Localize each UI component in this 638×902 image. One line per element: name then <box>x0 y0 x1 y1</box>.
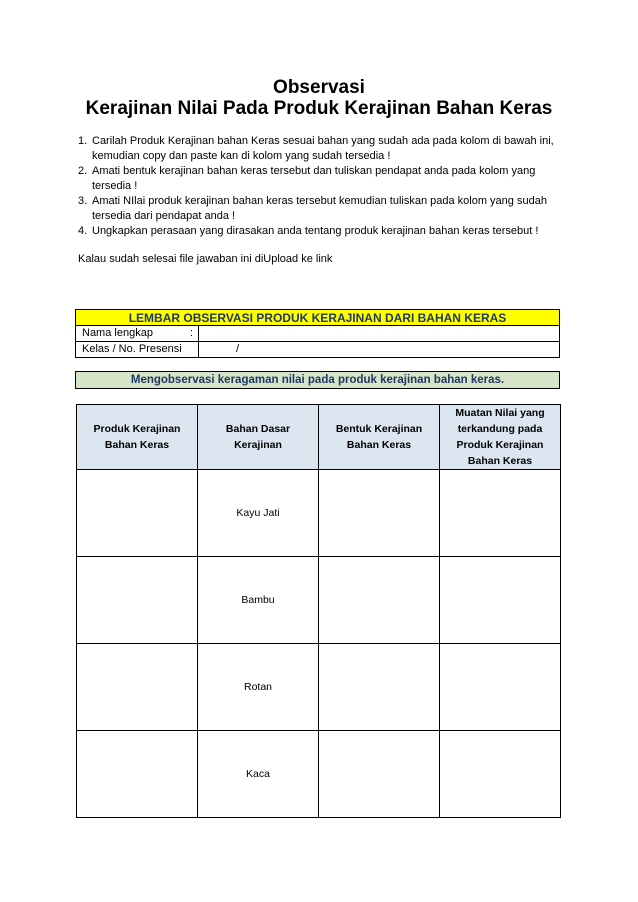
column-divider <box>198 326 199 341</box>
class-row <box>75 342 560 358</box>
form-cell[interactable] <box>319 470 440 557</box>
instruction-text: Ungkapkan perasaan yang dirasakan anda tentang produk kerajinan bahan keras tersebut ! <box>92 225 539 237</box>
value-cell[interactable] <box>440 731 561 818</box>
instruction-text: Amati bentuk kerajinan bahan keras tersebut dan tuliskan pendapat anda pada kolom yang tersedia ! <box>92 165 536 192</box>
instruction-item: 4. Ungkapkan perasaan yang dirasakan anda tentang produk kerajinan bahan keras tersebut ! <box>78 225 539 237</box>
product-cell[interactable] <box>77 557 198 644</box>
value-cell[interactable] <box>440 557 561 644</box>
product-cell[interactable] <box>77 731 198 818</box>
name-separator: : <box>190 327 194 339</box>
name-label: Nama lengkap <box>82 327 153 339</box>
table-row <box>77 557 561 644</box>
class-separator: / <box>236 343 240 355</box>
table-header-row <box>77 405 561 470</box>
product-cell[interactable] <box>77 644 198 731</box>
document-subtitle: Kerajinan Nilai Pada Produk Kerajinan Bahan Keras <box>85 98 553 119</box>
instruction-item: 3. Amati NIlai produk kerajinan bahan keras tersebut kemudian tuliskan pada kolom yang sudah tersedia dari pendapat anda ! <box>78 195 547 222</box>
material-cell: Rotan <box>198 644 319 731</box>
product-cell[interactable] <box>77 470 198 557</box>
table-row <box>77 731 561 818</box>
instruction-item: 2. Amati bentuk kerajinan bahan keras tersebut dan tuliskan pendapat anda pada kolom yang tersedia ! <box>78 165 536 192</box>
name-row <box>75 326 560 342</box>
value-cell[interactable] <box>440 644 561 731</box>
material-cell: Bambu <box>198 557 319 644</box>
value-cell[interactable] <box>440 470 561 557</box>
instruction-text: Carilah Produk Kerajinan bahan Keras sesuai bahan yang sudah ada pada kolom di bawah ini, kemudian copy dan paste kan di kolom yang sudah tersedia ! <box>92 135 554 162</box>
column-header-product: Produk Kerajinan Bahan Keras <box>77 405 198 470</box>
instruction-text: Amati NIlai produk kerajinan bahan keras tersebut kemudian tuliskan pada kolom yang sudah tersedia dari pendapat anda ! <box>92 195 547 222</box>
instruction-item: 1. Carilah Produk Kerajinan bahan Keras sesuai bahan yang sudah ada pada kolom di bawah ini, kemudian copy dan paste kan di kolom yang sudah tersedia ! <box>78 135 554 162</box>
material-cell: Kaca <box>198 731 319 818</box>
column-header-form: Bentuk Kerajinan Bahan Keras <box>319 405 440 470</box>
column-header-material: Bahan Dasar Kerajinan <box>198 405 319 470</box>
material-cell: Kayu Jati <box>198 470 319 557</box>
column-divider <box>198 342 199 357</box>
class-label: Kelas / No. Presensi <box>82 343 182 355</box>
form-cell[interactable] <box>319 557 440 644</box>
column-header-value: Muatan Nilai yang terkandung pada Produk Kerajinan Bahan Keras <box>440 405 561 470</box>
form-cell[interactable] <box>319 644 440 731</box>
document-title: Observasi <box>273 77 365 98</box>
section-title: Mengobservasi keragaman nilai pada produk kerajinan bahan keras. <box>75 371 560 389</box>
upload-note: Kalau sudah selesai file jawaban ini diUpload ke link <box>78 253 333 265</box>
instruction-list <box>78 134 568 239</box>
observation-table <box>76 404 561 818</box>
observation-sheet-header: LEMBAR OBSERVASI PRODUK KERAJINAN DARI BAHAN KERAS <box>75 309 560 326</box>
table-row <box>77 470 561 557</box>
form-cell[interactable] <box>319 731 440 818</box>
table-row <box>77 644 561 731</box>
